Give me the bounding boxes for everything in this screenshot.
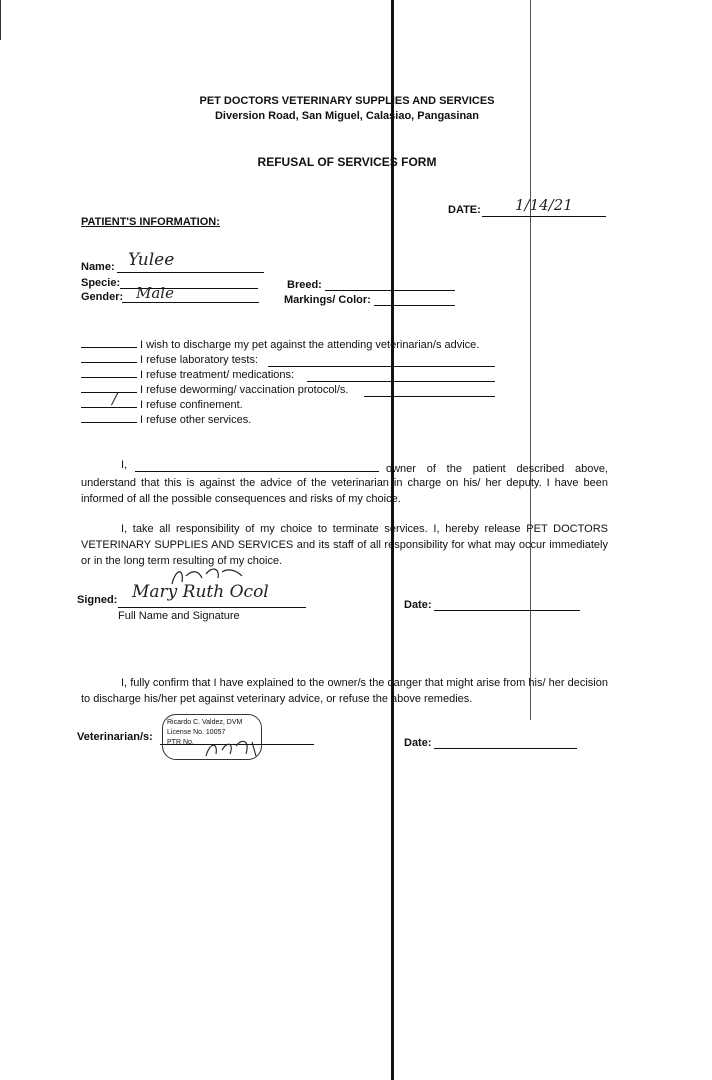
option-label: I wish to discharge my pet against the attending veterinarian/s advice. [140,339,480,351]
release-paragraph: I, take all responsibility of my choice to terminate services. I, hereby release PET DOCTORS VETERINARY SUPPLIES AND SERVICES and its staff of all responsibility for what may occur immediately or in the long term resulting of my choice. [81,523,608,567]
stamp-line: Ricardo C. Valdez, DVM [167,719,243,726]
veterinarian-date-label: Date: [404,737,432,749]
clinic-name: PET DOCTORS VETERINARY SUPPLIES AND SERVICES [199,95,495,107]
gender-line [122,302,259,303]
owner-signature: Mary Ruth Ocol [132,582,269,602]
signature-caption: Full Name and Signature [118,610,240,622]
name-value: Yulee [128,250,175,270]
option-fill-line [364,396,495,397]
option-label: I refuse confinement. [140,399,243,411]
option-blank [81,392,137,393]
option-label: I refuse deworming/ vaccination protocol/s. [140,384,349,396]
owner-date-label: Date: [404,599,432,611]
owner-paragraph-body: understand that this is against the advice of the veterinarian in charge on his/ her deputy. I have been informed of all the possible consequences and risks of my choice. [81,477,608,505]
option-checkmark: / [112,390,118,408]
option-label: I refuse other services. [140,414,252,426]
name-line [117,272,264,273]
date-label: DATE: [448,204,481,216]
veterinarian-signature-scrawl [200,732,264,762]
name-label: Name: [81,261,115,273]
signed-label: Signed: [77,594,118,606]
gender-label: Gender: [81,291,124,303]
option-blank [81,377,137,378]
signed-line [118,607,306,608]
owner-date-line [434,610,580,611]
option-fill-line [268,366,495,367]
scan-line-left [0,0,1,40]
date-line [482,216,606,217]
veterinarian-label: Veterinarian/s: [77,731,153,743]
veterinarian-date-line [434,748,577,749]
scan-line-right [530,0,531,720]
specie-label: Specie: [81,277,121,289]
owner-paragraph-start: I, [121,459,128,471]
option-label: I refuse treatment/ medications: [140,369,295,381]
option-blank [81,362,137,363]
confirmation-paragraph: I, fully confirm that I have explained to the owner/s the danger that might arise from his/ her decision to discharge his/her pet against veterinary advice, or refuse the above remedies. [81,677,608,705]
markings-line [374,305,455,306]
markings-label: Markings/ Color: [284,294,371,306]
option-blank [81,407,137,408]
patient-section-title: PATIENT'S INFORMATION: [81,216,220,228]
option-blank [81,347,137,348]
option-fill-line [307,381,495,382]
stamp-line: License No. 10057 [167,729,226,736]
owner-paragraph-rest: owner of the patient described above, [386,463,608,475]
form-title: REFUSAL OF SERVICES FORM [257,155,437,169]
signature-flourish [168,564,248,590]
breed-label: Breed: [287,279,322,291]
date-value: 1/14/21 [515,196,573,214]
owner-name-line [135,471,379,472]
option-blank [81,422,137,423]
stamp-line: PTR No. [167,739,194,746]
clinic-address: Diversion Road, San Miguel, Calasiao, Pangasinan [214,110,480,122]
gender-value: Male [136,284,174,302]
option-label: I refuse laboratory tests: [140,354,258,366]
breed-line [325,290,455,291]
